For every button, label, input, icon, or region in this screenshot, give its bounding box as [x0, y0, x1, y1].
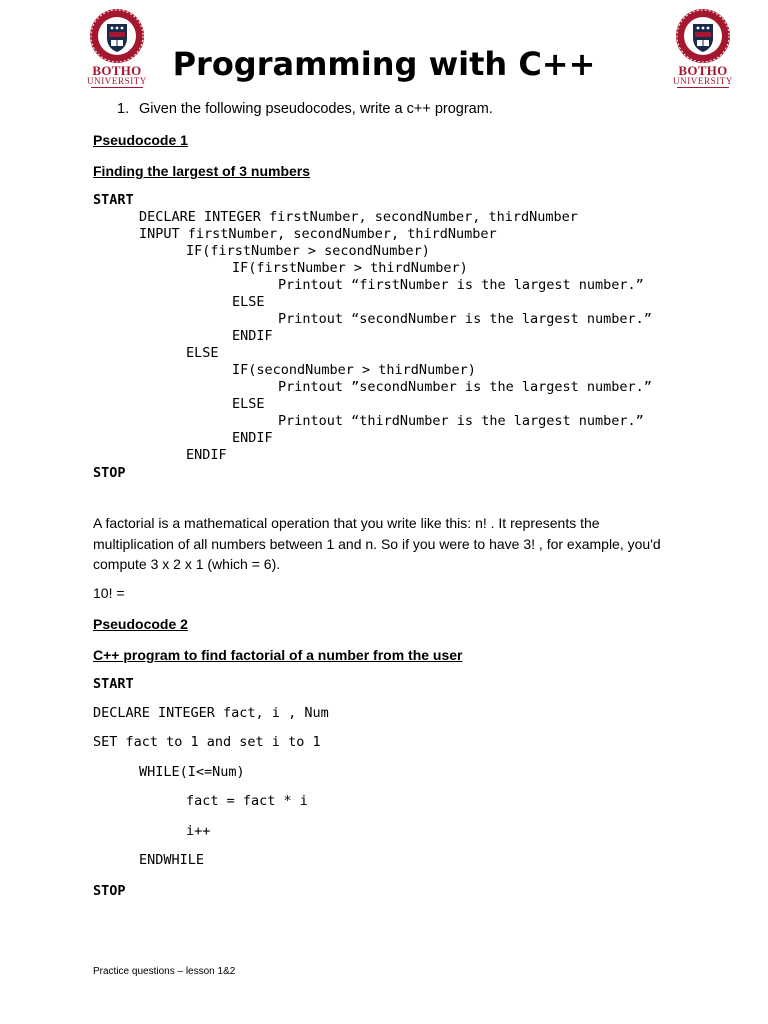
pseudocode1-stop: STOP — [93, 465, 126, 481]
code-line: i++ — [186, 823, 211, 839]
logo-name-line2: UNIVERSITY — [87, 76, 147, 86]
code-line: WHILE(I<=Num) — [139, 764, 245, 780]
code-line: IF(firstNumber > thirdNumber) — [232, 260, 468, 276]
pseudocode2-stop: STOP — [93, 883, 126, 899]
logo-name-line1: BOTHO — [92, 63, 142, 78]
code-line: ELSE — [232, 396, 265, 412]
code-line: IF(firstNumber > secondNumber) — [186, 243, 430, 259]
code-line: ELSE — [232, 294, 265, 310]
question-item — [117, 101, 493, 117]
code-line: ELSE — [186, 345, 219, 361]
logo-name-line1: BOTHO — [678, 63, 728, 78]
logo-rule — [677, 87, 729, 88]
pseudocode1-start: START — [93, 192, 134, 208]
question-text: Given the following pseudocodes, write a c++ program. — [139, 101, 493, 117]
page-footer: Practice questions – lesson 1&2 — [93, 966, 236, 977]
code-line: Printout ”secondNumber is the largest number.” — [278, 379, 652, 395]
question-number: 1. — [117, 101, 130, 117]
logo-name-line2: UNIVERSITY — [673, 76, 733, 86]
code-line: DECLARE INTEGER firstNumber, secondNumber, thirdNumber — [139, 209, 578, 225]
code-line: ENDIF — [186, 447, 227, 463]
pseudocode2-heading: Pseudocode 2 — [93, 616, 188, 632]
page-title: Programming with C++ — [172, 45, 596, 83]
code-line: SET fact to 1 and set i to 1 — [93, 734, 321, 750]
code-line: Printout “secondNumber is the largest number.” — [278, 311, 652, 327]
logo-rule — [91, 87, 143, 88]
code-line: ENDIF — [232, 430, 273, 446]
pseudocode2-start: START — [93, 676, 134, 692]
code-line: Printout “thirdNumber is the largest number.” — [278, 413, 644, 429]
code-line: IF(secondNumber > thirdNumber) — [232, 362, 476, 378]
factorial-paragraph: A factorial is a mathematical operation that you write like this: n! . It represents the multiplication of all numbers between 1 and n. So if you were to have 3! , for example, you'd compute 3 x 2 x 1 (which = 6). — [93, 515, 661, 572]
code-line: ENDWHILE — [139, 852, 205, 868]
pseudocode1-subheading: Finding the largest of 3 numbers — [93, 163, 311, 179]
code-line: INPUT firstNumber, secondNumber, thirdNumber — [139, 226, 497, 242]
code-line: ENDIF — [232, 328, 273, 344]
code-line: DECLARE INTEGER fact, i , Num — [93, 705, 329, 721]
pseudocode1-heading: Pseudocode 1 — [93, 132, 188, 148]
ten-factorial-line: 10! = — [93, 585, 125, 601]
code-line: fact = fact * i — [186, 793, 308, 809]
pseudocode2-subheading: C++ program to find factorial of a number from the user — [93, 647, 463, 663]
code-line: Printout “firstNumber is the largest number.” — [278, 277, 644, 293]
